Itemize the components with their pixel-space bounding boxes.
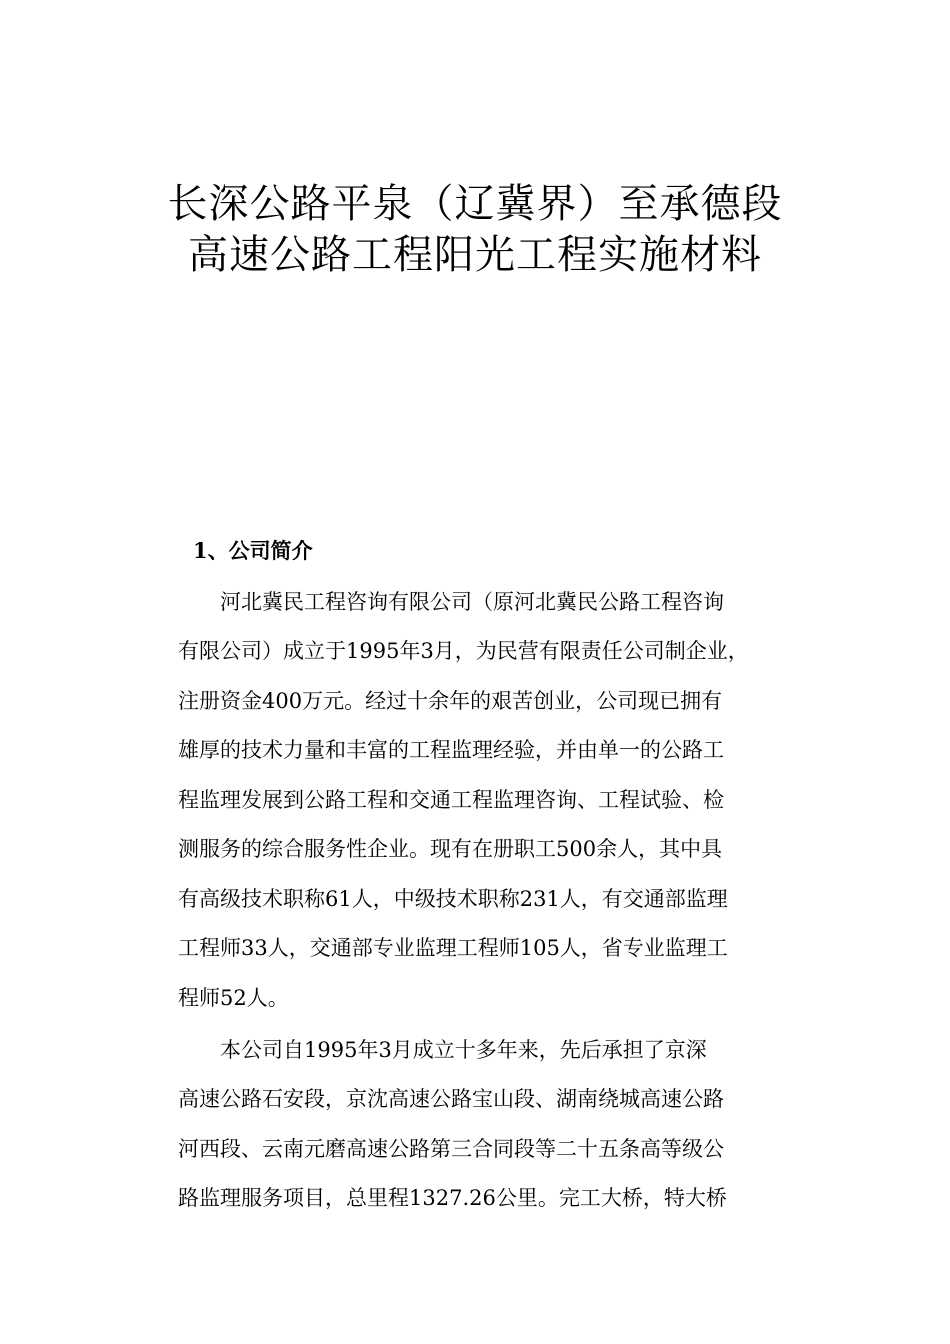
body-text-line: 测服务的综合服务性企业。现有在册职工500余人，其中具 (178, 837, 723, 861)
section-heading: 1、公司简介 (193, 538, 313, 563)
body-text-line: 路监理服务项目，总里程1327.26公里。完工大桥，特大桥 (178, 1186, 727, 1210)
body-text-line: 本公司自1995年3月成立十多年来，先后承担了京深 (178, 1038, 707, 1062)
body-text-line: 高速公路石安段，京沈高速公路宝山段、湖南绕城高速公路 (178, 1087, 724, 1111)
body-text-line: 河西段、云南元磨高速公路第三合同段等二十五条高等级公 (178, 1137, 724, 1161)
document-title-line-2: 高速公路工程阳光工程实施材料 (188, 232, 762, 278)
body-text-line: 河北冀民工程咨询有限公司（原河北冀民公路工程咨询 (178, 590, 724, 614)
body-text-line: 注册资金400万元。经过十余年的艰苦创业，公司现已拥有 (178, 689, 723, 713)
body-text-line: 有限公司）成立于1995年3月，为民营有限责任公司制企业， (178, 639, 749, 663)
document-title-line-1: 长深公路平泉（辽冀界）至承德段 (167, 181, 783, 227)
body-text-line: 程监理发展到公路工程和交通工程监理咨询、工程试验、检 (178, 788, 724, 812)
body-text-line: 程师52人。 (178, 986, 289, 1010)
body-text-line: 雄厚的技术力量和丰富的工程监理经验，并由单一的公路工 (178, 738, 724, 762)
body-text-line: 工程师33人，交通部专业监理工程师105人，省专业监理工 (178, 936, 728, 960)
body-text-line: 有高级技术职称61人，中级技术职称231人，有交通部监理 (178, 887, 728, 911)
